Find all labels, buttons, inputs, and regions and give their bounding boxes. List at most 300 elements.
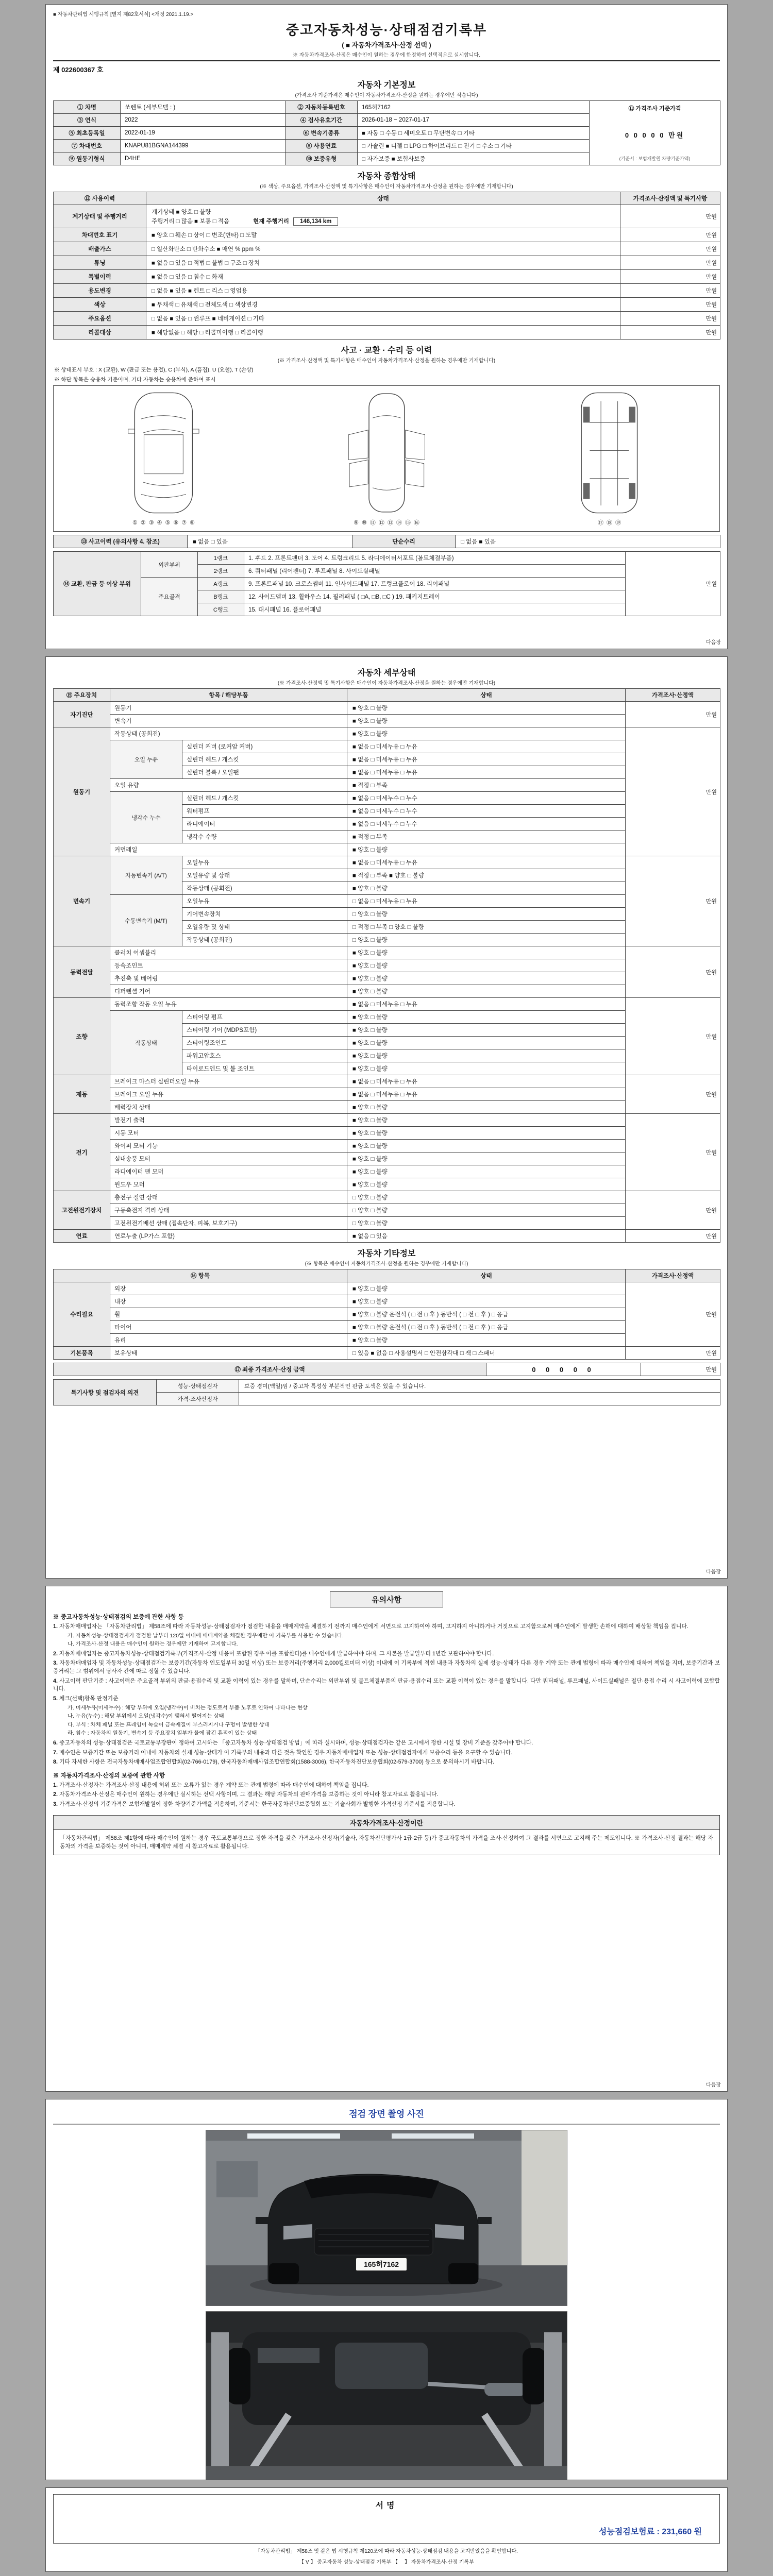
state-options: ■ 양호 □ 불량 운전석 ( □ 전 □ 후 ) 동반석 ( □ 전 □ 후 ) □ 응급 [347,1308,626,1321]
field-value: □ 자가보증 ■ 보험사보증 [358,152,590,165]
usage-item-label: 주요옵션 [54,312,146,326]
usage-row [54,270,720,284]
state-options: □ 있음 ■ 없음 □ 사용설명서 □ 안전삼각대 □ 잭 □ 스패너 [347,1347,626,1360]
device-row [54,779,720,792]
device-item-label: 오일유량 및 상태 [182,921,347,934]
device-row [54,1230,720,1243]
usage-row [54,312,720,326]
state-options: □ 양호 □ 불량 [347,1191,626,1204]
usage-item-label: 용도변경 [54,284,146,298]
diagram-part-number: ⑦ [181,520,187,526]
state-options: ■ 양호 □ 불량 [347,1049,626,1062]
device-item-label: 실린더 커버 (로커암 커버) [182,740,347,753]
diagram-part-number: ⑯ [413,520,419,526]
simple-repair-state: □ 없음 ■ 있음 [456,535,720,548]
device-item-label: 작동상태 (공회전) [182,934,347,946]
device-row [54,1153,720,1165]
device-item-label: 외장 [110,1282,347,1295]
state-options: ■ 양호 □ 불량 [347,1153,626,1165]
usage-row [54,284,720,298]
device-row [54,1321,720,1334]
device-row [54,1178,720,1191]
device-subgroup-label: 작동상태 [110,1011,182,1075]
device-item-label: 브레이크 오일 누유 [110,1088,347,1101]
appraisal-amount-cell: 만원 [626,1075,720,1114]
panel-rank: 1랭크 [198,552,244,565]
notice-item [53,1749,720,1757]
appraisal-amount-cell: 만원 [620,298,720,312]
license-plate: 165허7162 [356,2258,407,2271]
device-item-label: 스티어링 기어 (MDPS포함) [182,1024,347,1037]
appraisal-amount-cell: 만원 [626,946,720,998]
detail-col-item: 항목 / 해당부품 [110,689,347,702]
final-amount-unit: 만원 [641,1363,720,1376]
appraisal-amount-cell: 만원 [620,228,720,242]
state-options: ■ 양호 □ 불량 [347,1101,626,1114]
accident-title: 사고 · 교환 · 수리 등 이력 [341,346,432,355]
field-value: 2026-01-18 ~ 2027-01-17 [358,114,590,127]
device-row [54,843,720,856]
notice-item [53,1782,720,1790]
state-options: ■ 양호 □ 불량 [347,1037,626,1049]
state-options: □ 양호 □ 불량 [347,1217,626,1230]
diagram-part-number: ⑥ [173,520,179,526]
photo-front-scene [206,2130,567,2306]
device-item-label: 브레이크 마스터 실린더오일 누유 [110,1075,347,1088]
diagram-number-labels [596,518,623,527]
inspection-premium [599,2525,702,2537]
diagram-basis-legend: ※ 하단 항목은 승용차 기준이며, 기타 자동차는 승용차에 준하여 표시 [54,377,216,383]
notice-subitem: 라. 침수 : 자동차의 원동기, 변속기 등 주요장치 일부가 물에 잠긴 흔적이 있는 상태 [68,1731,257,1737]
panel-items: 15. 대시패널 16. 플로어패널 [244,603,626,616]
device-row [54,1114,720,1127]
state-options: ■ 양호 □ 불량 [347,1024,626,1037]
device-group-label: 조향 [54,998,110,1075]
car-diagrams [53,385,720,532]
device-item-label: 동력조향 작동 오일 누유 [110,998,347,1011]
device-group-label: 제동 [54,1075,110,1114]
final-amount-value: 0 0 0 0 0 [486,1363,641,1376]
device-group-label: 자기진단 [54,702,110,727]
legal-confirmation-line2: 【 V 】 중고자동차 성능·상태점검 기록부 【 】 자동차가격조사·산정 기록부 [299,2560,474,2565]
notice-item-number: 4. [53,1677,60,1684]
state-options: ■ 양호 □ 불량 [347,1295,626,1308]
device-row [54,985,720,998]
notice-item-text: 가격조사·산정의 기준가격은 보험개발원이 정한 차량기준가액을 적용하며, 기준서는 한국자동차진단보증협회 또는 기술사회가 발행한 가격산정 기준서를 적용합니다. [59,1801,456,1808]
state-options: ■ 없음 □ 미세누유 □ 누유 [347,766,626,779]
misc-col-price: 가격조사·산정액 [626,1269,720,1282]
state-options: ■ 양호 □ 불량 [347,1062,626,1075]
document-number: 제 022600367 호 [53,66,104,74]
state-options: ■ 적정 □ 부족 [347,779,626,792]
car-doors-open-diagram [340,390,433,516]
device-item-label: 등속조인트 [110,959,347,972]
usage-item-label: 차대번호 표기 [54,228,146,242]
panel-category: 외판부위 [141,552,198,578]
state-options: ■ 양호 □ 불량 [347,959,626,972]
device-group-label: 변속기 [54,856,110,946]
appraisal-amount-cell: 만원 [626,1282,720,1347]
diagram-part-number: ⑱ [606,520,612,526]
device-row [54,792,720,805]
page-basic-overall-accident [45,4,728,649]
misc-note: (※ 항목은 매수인이 자동차가격조사·산정을 원하는 경우에만 기재합니다) [305,1261,468,1267]
notice-item [53,1695,720,1703]
state-code-legend: ※ 상태표시 부호 : X (교환), W (판금 또는 용접), C (부식), A (흠집), U (요철), T (손상) [54,367,254,373]
state-options: ■ 양호 □ 불량 [347,715,626,727]
field-label: ② 자동차등록번호 [285,101,358,114]
panel-items: 6. 쿼터패널 (리어펜더) 7. 루프패널 8. 사이드실패널 [244,565,626,578]
remarks-inspector-label: 성능·상태점검자 [157,1380,239,1393]
state-options: ■ 없음 □ 미세누수 □ 누수 [347,818,626,831]
misc-col-group: ⑯ 항목 [54,1269,347,1282]
notice-subitem: 나. 가격조사·산정 내용은 매수인이 원하는 경우에만 기재하여 고지합니다. [68,1641,238,1648]
device-row [54,1282,720,1295]
state-options: ■ 없음 □ 미세누수 □ 누수 [347,792,626,805]
device-group-label: 동력전달 [54,946,110,998]
remarks-inspector-text: 보증 경미(액일)임 / 중고차 특성상 부분적인 판금 도색은 있을 수 있습니다. [239,1380,720,1393]
state-options: ■ 없음 □ 있음 [347,1230,626,1243]
device-row [54,895,720,908]
diagram-part-number: ⑤ [165,520,171,526]
notice-item-text: 중고자동차의 성능·상태점검은 국토교통부장관이 정하여 고시하는 「중고자동차 성능·상태점검 방법」에 따라 실시하며, 성능·상태점검자는 같은 고시에서 정한 시설 및 장비 기준을 갖추어야 합니다. [59,1739,533,1746]
device-item-label: 작동상태 (공회전) [182,882,347,895]
device-subgroup-label: 수동변속기 (M/T) [110,895,182,946]
field-value: ■ 자동 □ 수동 □ 세미오토 □ 무단변속 □ 기타 [358,127,590,140]
basic-row [54,101,720,114]
misc-title: 자동차 기타정보 [357,1249,416,1258]
base-price-cell [590,101,720,165]
price-appraisal-info-title: 자동차가격조사·산정이란 [54,1816,719,1830]
notice-section-heading: ※ 자동차가격조사·산정의 보증에 관한 사항 [53,1772,165,1779]
device-item-label: 라디에이터 [182,818,347,831]
state-options: ■ 적정 □ 부족 ■ 양호 □ 불량 [347,869,626,882]
state-options: □ 양호 □ 불량 [347,934,626,946]
appraisal-amount-cell: 만원 [626,856,720,946]
panel-row [54,552,720,565]
remarks-appraiser-label: 가격·조사산정자 [157,1393,239,1405]
signature-box [53,2494,720,2544]
state-options: □ 양호 □ 불량 [347,1204,626,1217]
state-options: ■ 양호 □ 불량 [347,1178,626,1191]
notice-item-number: 6. [53,1739,60,1746]
state-options: ■ 양호 □ 불량 [347,946,626,959]
basic-info-section-header [53,78,720,98]
appraisal-amount-cell: 만원 [620,205,720,228]
diagram-part-number: ⑧ [190,520,195,526]
state-options: ■ 없음 □ 미세누유 □ 누유 [347,998,626,1011]
photo-underbody-scene [206,2312,567,2480]
usage-row [54,256,720,270]
field-label: ⑤ 최초등록일 [54,127,121,140]
state-options: ■ 양호 □ 불량 [347,882,626,895]
notice-section-heading: ※ 중고자동차성능·상태점검의 보증에 관한 사항 등 [53,1614,184,1620]
diagram-part-number: ⑩ [362,520,367,526]
state-options: ■ 양호 □ 불량 [347,972,626,985]
device-item-label: 실린더 헤드 / 개스킷 [182,792,347,805]
usage-item-label: 튜닝 [54,256,146,270]
notice-item-number: 7. [53,1749,60,1756]
usage-row [54,228,720,242]
state-options: ■ 양호 □ 불량 [347,727,626,740]
appraisal-amount-cell: 만원 [620,242,720,256]
state-options: ■ 없음 □ 미세누유 □ 누유 [347,740,626,753]
device-item-label: 라디에이터 팬 모터 [110,1165,347,1178]
detail-status-table [53,688,720,1243]
device-group-label: 고전원전기장치 [54,1191,110,1230]
appraisal-amount-cell: 만원 [620,256,720,270]
diagram-number-labels [131,518,196,527]
device-item-label: 보유상태 [110,1347,347,1360]
diagram-part-number: ⑬ [387,520,393,526]
device-row [54,715,720,727]
overall-note: (※ 색상, 주요옵션, 가격조사·산정액 및 특기사항은 매수인이 자동차가격조사·산정을 원하는 경우에만 기재합니다) [260,184,513,190]
device-row [54,1140,720,1153]
diagram-part-number: ⑪ [369,520,376,526]
notice-item-number: 1. [53,1782,60,1788]
device-row [54,702,720,715]
device-row [54,946,720,959]
notice-subitem: 나. 누유(누수) : 해당 부위에서 오일(냉각수)이 맺혀서 떨어지는 상태 [68,1714,224,1720]
device-item-label: 오일 유량 [110,779,347,792]
field-label: ⑧ 사용연료 [285,140,358,152]
final-amount-label: ⑰ 최종 가격조사·산정 금액 [54,1363,486,1376]
next-page-label: 다음장 [706,1569,721,1575]
state-options: ■ 없음 □ 미세누유 □ 누유 [347,1088,626,1101]
device-item-label: 작동상태 (공회전) [110,727,347,740]
device-row [54,998,720,1011]
notice-item [53,1650,720,1658]
field-value: 165허7162 [358,101,590,114]
diagram-doors-open [281,390,491,527]
usage-row [54,242,720,256]
device-item-label: 타이어 [110,1321,347,1334]
notice-item [53,1758,720,1767]
state-options: ■ 없음 □ 있음 □ 적법 □ 불법 □ 구조 □ 장치 [146,256,620,270]
field-label: ⑥ 변속기종류 [285,127,358,140]
device-item-label: 스티어링 펌프 [182,1011,347,1024]
state-options: □ 없음 ■ 있음 ■ 렌트 □ 리스 □ 영업용 [146,284,620,298]
odometer-value: 146,134 km [293,217,338,226]
state-options: ■ 양호 □ 불량 [347,1011,626,1024]
misc-section-header [53,1247,720,1267]
device-item-label: 연료누출 (LP가스 포함) [110,1230,347,1243]
state-options: □ 없음 ■ 있음 □ 썬루프 ■ 네비게이션 □ 기타 [146,312,620,326]
base-price-note: (기준서 : 보험개발원 차량기준가액) [619,156,691,161]
remarks-label: 특기사항 및 점검자의 의견 [54,1380,157,1405]
device-subgroup-label: 자동변속기 (A/T) [110,856,182,895]
detail-col-state: 상태 [347,689,626,702]
notice-item-number: 3. [53,1660,60,1667]
device-item-label: 커먼레일 [110,843,347,856]
state-options: ■ 양호 □ 불량 [347,1334,626,1347]
remarks-appraiser-text [239,1393,720,1405]
notice-item-text: 자동차가격조사·산정은 매수인이 원하는 경우에만 실시하는 선택 사항이며, 그 결과는 해당 자동차의 판매가격을 보증하는 것이 아니라 참고자료로 활용됩니다. [59,1791,439,1798]
device-group-label: 전기 [54,1114,110,1191]
state-options: ■ 없음 □ 미세누유 □ 누유 [347,856,626,869]
page-photos [45,2099,728,2480]
misc-group-label: 수리필요 [54,1282,110,1347]
accident-section-header [53,344,720,364]
premium-value: 231,660 원 [662,2528,702,2536]
diagram-part-number: ④ [157,520,162,526]
misc-col-state: 상태 [347,1269,626,1282]
panel-rank: 2랭크 [198,565,244,578]
appraisal-amount-cell: 만원 [626,1230,720,1243]
device-item-label: 고전원전기배선 상태 (접속단자, 피복, 보호기구) [110,1217,347,1230]
device-item-label: 클러치 어셈블리 [110,946,347,959]
appraisal-amount-cell: 만원 [626,1191,720,1230]
device-row [54,1011,720,1024]
panel-items: 9. 프론트패널 10. 크로스멤버 11. 인사이드패널 17. 트렁크플로어 18. 리어패널 [244,578,626,590]
panel-items: 1. 후드 2. 프론트펜더 3. 도어 4. 트렁크리드 5. 라디에이터서포트 (볼트체결부품) [244,552,626,565]
legal-confirmation-line1: 「자동차관리법」 제58조 및 같은 법 시행규칙 제120조에 따라 자동차성능·상태점검 내용을 고지받았음을 확인합니다. [255,2549,518,2554]
device-item-label: 발전기 출력 [110,1114,347,1127]
notice-body [53,1613,720,1809]
notice-item-text: 매수인은 보증기간 또는 보증거리 이내에 자동차의 실제 성능·상태가 이 기록부의 내용과 다른 것을 확인한 경우 자동차매매업자 또는 성능·상태점검자에게 보증수리 등을 요구할 수 있습니다. [59,1749,513,1756]
next-page-label: 다음장 [706,640,721,646]
field-label: ① 차명 [54,101,121,114]
notice-item-text: 자동차매매업자 및 자동차성능·상태점검자는 보증기간(자동차 인도일부터 30일 이상) 또는 보증거리(주행거리 2,000킬로미터 이상) 이내에 이 기록부에 적힌 내용과 자동차의 실제 성능·상태가 다른 경우 계약 또는 관계 법령에 따라 매수인에 대하여 책임을 지며, 보증기간과 보증거리는 그 범위에서 당사자 간에 따로 정할 수 있습니다. [53,1660,720,1675]
appraisal-amount-cell: 만원 [620,284,720,298]
field-label: ⑨ 원동기형식 [54,152,121,165]
overall-title: 자동차 종합상태 [357,172,416,181]
notice-item-text: 가격조사·산정자는 가격조사·산정 내용에 허위 또는 오류가 있는 경우 계약 또는 관계 법령에 따라 매수인에 대하여 책임을 집니다. [59,1782,369,1788]
detail-section-header [53,666,720,686]
base-price-label: ⑪ 가격조사 기준가격 [628,106,681,112]
device-item-label: 배력장치 상태 [110,1101,347,1114]
notice-item-number: 5. [53,1695,60,1702]
overall-section-header [53,170,720,190]
usage-item-label: 계기상태 및 주행거리 [54,205,146,228]
notice-subitem: 가. 자동차성능·상태점검자가 점검한 날부터 120일 이내에 매매계약을 체결한 경우에만 이 기록부를 사용할 수 있습니다. [68,1633,344,1639]
overall-col-usage: ⑫ 사용이력 [54,192,146,205]
notice-title: 유의사항 [330,1591,443,1607]
device-item-label: 워터펌프 [182,805,347,818]
device-group-label: 연료 [54,1230,110,1243]
exchange-panel-table [53,551,720,616]
device-item-label: 오일유량 및 상태 [182,869,347,882]
notice-item [53,1623,720,1631]
device-item-label: 시동 모터 [110,1127,347,1140]
device-item-label: 추진축 및 베어링 [110,972,347,985]
device-row [54,1217,720,1230]
car-top-view-diagram [117,390,210,516]
state-options: ■ 양호 □ 불량 [347,1282,626,1295]
state-options: ■ 양호 □ 불량 운전석 ( □ 전 □ 후 ) 동반석 ( □ 전 □ 후 ) □ 응급 [347,1321,626,1334]
device-row [54,1204,720,1217]
device-row [54,1088,720,1101]
field-value: D4HE [121,152,285,165]
state-options: ■ 양호 □ 불량 [347,1140,626,1153]
usage-row [54,205,720,228]
notice-item [53,1791,720,1799]
panel-rank: C랭크 [198,603,244,616]
diagram-part-number: ⑨ [354,520,359,526]
usage-row [54,298,720,312]
device-row [54,740,720,753]
appraisal-amount-cell: 만원 [626,1347,720,1360]
inspection-photo-underbody [206,2311,567,2480]
notice-item-number: 2. [53,1650,60,1657]
device-item-label: 변속기 [110,715,347,727]
signature-title: 서명 [375,2501,398,2510]
detail-col-group: ⑮ 주요장치 [54,689,110,702]
device-row [54,959,720,972]
base-price-value: 0 0 0 0 0 만원 [625,131,685,139]
device-row [54,1191,720,1204]
field-value: □ 가솔린 ■ 디젤 □ LPG □ 하이브리드 □ 전기 □ 수소 □ 기타 [358,140,590,152]
field-label: ⑦ 차대번호 [54,140,121,152]
appraisal-amount-cell: 만원 [620,326,720,340]
page-detail-status [45,656,728,1579]
device-item-label: 내장 [110,1295,347,1308]
diagram-part-number: ⑲ [615,520,621,526]
device-item-label: 실린더 블록 / 오일팬 [182,766,347,779]
simple-repair-label: 단순수리 [352,535,456,548]
usage-item-label: 색상 [54,298,146,312]
state-options: □ 일산화탄소 □ 탄화수소 ■ 매연 % ppm % [146,242,620,256]
state-options: ■ 없음 □ 미세누유 □ 누유 [347,753,626,766]
state-options: □ 없음 □ 미세누유 □ 누유 [347,895,626,908]
device-row [54,1308,720,1321]
notice-item-number: 2. [53,1791,60,1798]
accident-history-table [53,535,720,548]
next-page-label: 다음장 [706,2082,721,2088]
notice-item-text: 자동차매매업자는 중고자동차성능·상태점검기록부(가격조사·산정 내용이 포함된 경우 이를 포함한다)를 매수인에게 발급하여야 하며, 그 사본을 발급일부터 1년간 보관하여야 합니다. [59,1650,494,1657]
usage-item-label: 리콜대상 [54,326,146,340]
odometer-label: 현재 주행거리 [253,218,289,225]
device-item-label: 유리 [110,1334,347,1347]
device-item-label: 오일누유 [182,856,347,869]
detail-note: (※ 가격조사·산정액 및 특기사항은 매수인이 자동차가격조사·산정을 원하는 경우에만 기재합니다) [277,681,496,686]
usage-item-label: 특별이력 [54,270,146,284]
misc-group-label: 기본품목 [54,1347,110,1360]
state-options: ■ 없음 □ 미세누유 □ 누유 [347,1075,626,1088]
device-row [54,972,720,985]
notice-subitem: 가. 미세누유(미세누수) : 해당 부위에 오일(냉각수)이 비치는 정도로서 부품 노후로 인하여 나타나는 현상 [68,1705,308,1711]
device-row [54,1295,720,1308]
device-item-label: 냉각수 수량 [182,831,347,843]
state-options: ■ 양호 □ 불량 [347,702,626,715]
diagram-part-number: ③ [148,520,154,526]
appraisal-amount-cell: 만원 [626,998,720,1075]
device-item-label: 오일누유 [182,895,347,908]
panel-row [54,578,720,590]
notice-item [53,1739,720,1748]
basic-info-table [53,100,720,165]
diagram-part-number: ⑮ [405,520,411,526]
device-item-label: 충전구 절연 상태 [110,1191,347,1204]
overall-status-table [53,192,720,340]
overall-col-price: 가격조사·산정액 및 특기사항 [620,192,720,205]
state-options: □ 양호 □ 불량 [347,908,626,921]
state-options: ■ 없음 □ 있음 □ 침수 □ 화재 [146,270,620,284]
state-options: ■ 무채색 □ 유채색 □ 전체도색 □ 색상변경 [146,298,620,312]
notice-item-text: 체크(선택)항목 판정기준 [59,1695,119,1702]
final-amount-table [53,1363,720,1376]
diagram-part-number: ⑫ [378,520,384,526]
state-options: ■ 양호 □ 불량 [347,1165,626,1178]
field-value: 쏘렌토 (세부모델 : ) [121,101,285,114]
state-options: ■ 적정 □ 부족 [347,831,626,843]
state-options: ■ 양호 □ 불량 [347,1127,626,1140]
appraisal-amount-cell: 만원 [626,1114,720,1191]
state-options: □ 적정 □ 부족 □ 양호 □ 불량 [347,921,626,934]
notice-item [53,1659,720,1675]
device-row [54,1165,720,1178]
notice-item-text: 자동차매매업자는 「자동차관리법」 제58조에 따라 자동차성능·상태점검자가 점검한 내용을 매매계약을 체결하기 전까지 매수인에게 서면으로 고지하여야 하며, 고지하지 아니하거나 거짓으로 고지함으로써 매수인에게 발생한 손해에 대하여 배상할 책임을 집니다. [59,1623,688,1630]
